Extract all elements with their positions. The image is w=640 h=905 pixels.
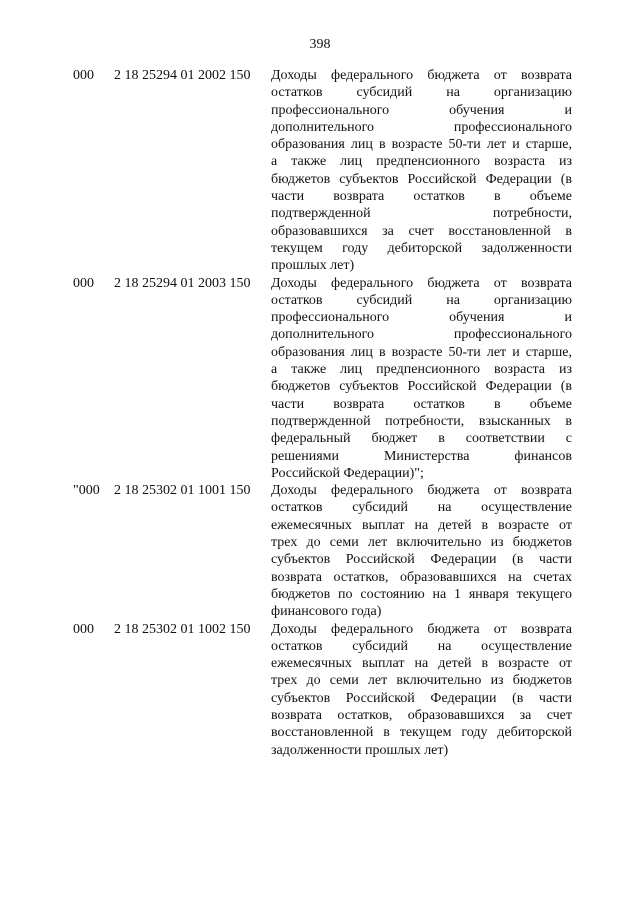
description-line: бюджетов по состоянию на 1 января текущего: [271, 586, 572, 602]
description-line: профессионального обучения и: [271, 310, 572, 326]
admin-code: 000: [73, 68, 94, 83]
description-line: профессионального обучения и: [271, 102, 572, 118]
description-line: образования лиц в возрасте 50-ти лет и старше,: [271, 137, 572, 153]
description-line: дополнительного профессионального: [271, 119, 572, 135]
budget-code-table: [0, 67, 640, 759]
description-line: бюджетов субъектов Российской Федерации (в: [271, 171, 572, 187]
table-row: [0, 67, 640, 275]
description-line: остатков субсидий на осуществление: [271, 500, 572, 516]
admin-code: 000: [73, 621, 94, 637]
description-line: возврата остатков, образовавшихся на счетах: [271, 569, 572, 585]
description-line: образовавшихся за счет восстановленной в: [271, 223, 572, 239]
description-line: части возврата остатков в объеме: [271, 189, 572, 205]
description-line: Доходы федерального бюджета от возврата: [271, 483, 572, 499]
description-line: субъектов Российской Федерации (в части: [271, 690, 572, 706]
description-line: дополнительного профессионального: [271, 327, 572, 343]
budget-classification-code: 2 18 25294 01 2002 150: [114, 68, 251, 83]
description-line: образования лиц в возрасте 50-ти лет и старше,: [271, 344, 572, 360]
description-line: подтвержденной потребности, взысканных в: [271, 413, 572, 429]
income-description: [271, 621, 572, 759]
description-line: задолженности прошлых лет): [271, 742, 449, 758]
description-line: восстановленной в текущем году дебиторской: [271, 725, 572, 741]
table-row: [0, 621, 640, 759]
description-line: а также лиц предпенсионного возраста из: [271, 154, 572, 170]
description-line: Доходы федерального бюджета от возврата: [271, 275, 572, 291]
description-line: остатков субсидий на организацию: [271, 292, 572, 308]
description-line: бюджетов субъектов Российской Федерации (в: [271, 379, 572, 395]
description-line: Доходы федерального бюджета от возврата: [271, 621, 572, 637]
description-line: прошлых лет): [271, 258, 355, 274]
budget-classification-code: 2 18 25302 01 1002 150: [114, 621, 251, 637]
description-line: возврата остатков, образовавшихся за счет: [271, 707, 572, 723]
admin-code: "000: [73, 483, 100, 499]
page-number: 398: [309, 37, 331, 52]
description-line: субъектов Российской Федерации (в части: [271, 552, 572, 568]
description-line: Российской Федерации)";: [271, 465, 424, 481]
description-line: остатков субсидий на организацию: [271, 85, 572, 101]
description-line: ежемесячных выплат на детей в возрасте от: [271, 656, 572, 672]
description-line: части возврата остатков в объеме: [271, 396, 572, 412]
description-line: остатков субсидий на осуществление: [271, 638, 572, 654]
income-description: [271, 482, 572, 620]
description-line: текущем году дебиторской задолженности: [271, 240, 572, 256]
income-description: [271, 67, 572, 275]
budget-classification-code: 2 18 25302 01 1001 150: [114, 483, 251, 499]
table-row: [0, 275, 640, 483]
description-line: а также лиц предпенсионного возраста из: [271, 362, 572, 378]
budget-classification-code: 2 18 25294 01 2003 150: [114, 275, 251, 291]
income-description: [271, 275, 572, 483]
description-line: трех до семи лет включительно из бюджетов: [271, 673, 572, 689]
description-line: федеральный бюджет в соответствии с: [271, 431, 572, 447]
description-line: Доходы федерального бюджета от возврата: [271, 68, 572, 83]
description-line: трех до семи лет включительно из бюджетов: [271, 535, 572, 551]
description-line: подтвержденной потребности,: [271, 206, 572, 222]
admin-code: 000: [73, 275, 94, 291]
description-line: решениями Министерства финансов: [271, 448, 572, 464]
description-line: финансового года): [271, 604, 382, 620]
description-line: ежемесячных выплат на детей в возрасте от: [271, 517, 572, 533]
table-row: [0, 482, 640, 620]
